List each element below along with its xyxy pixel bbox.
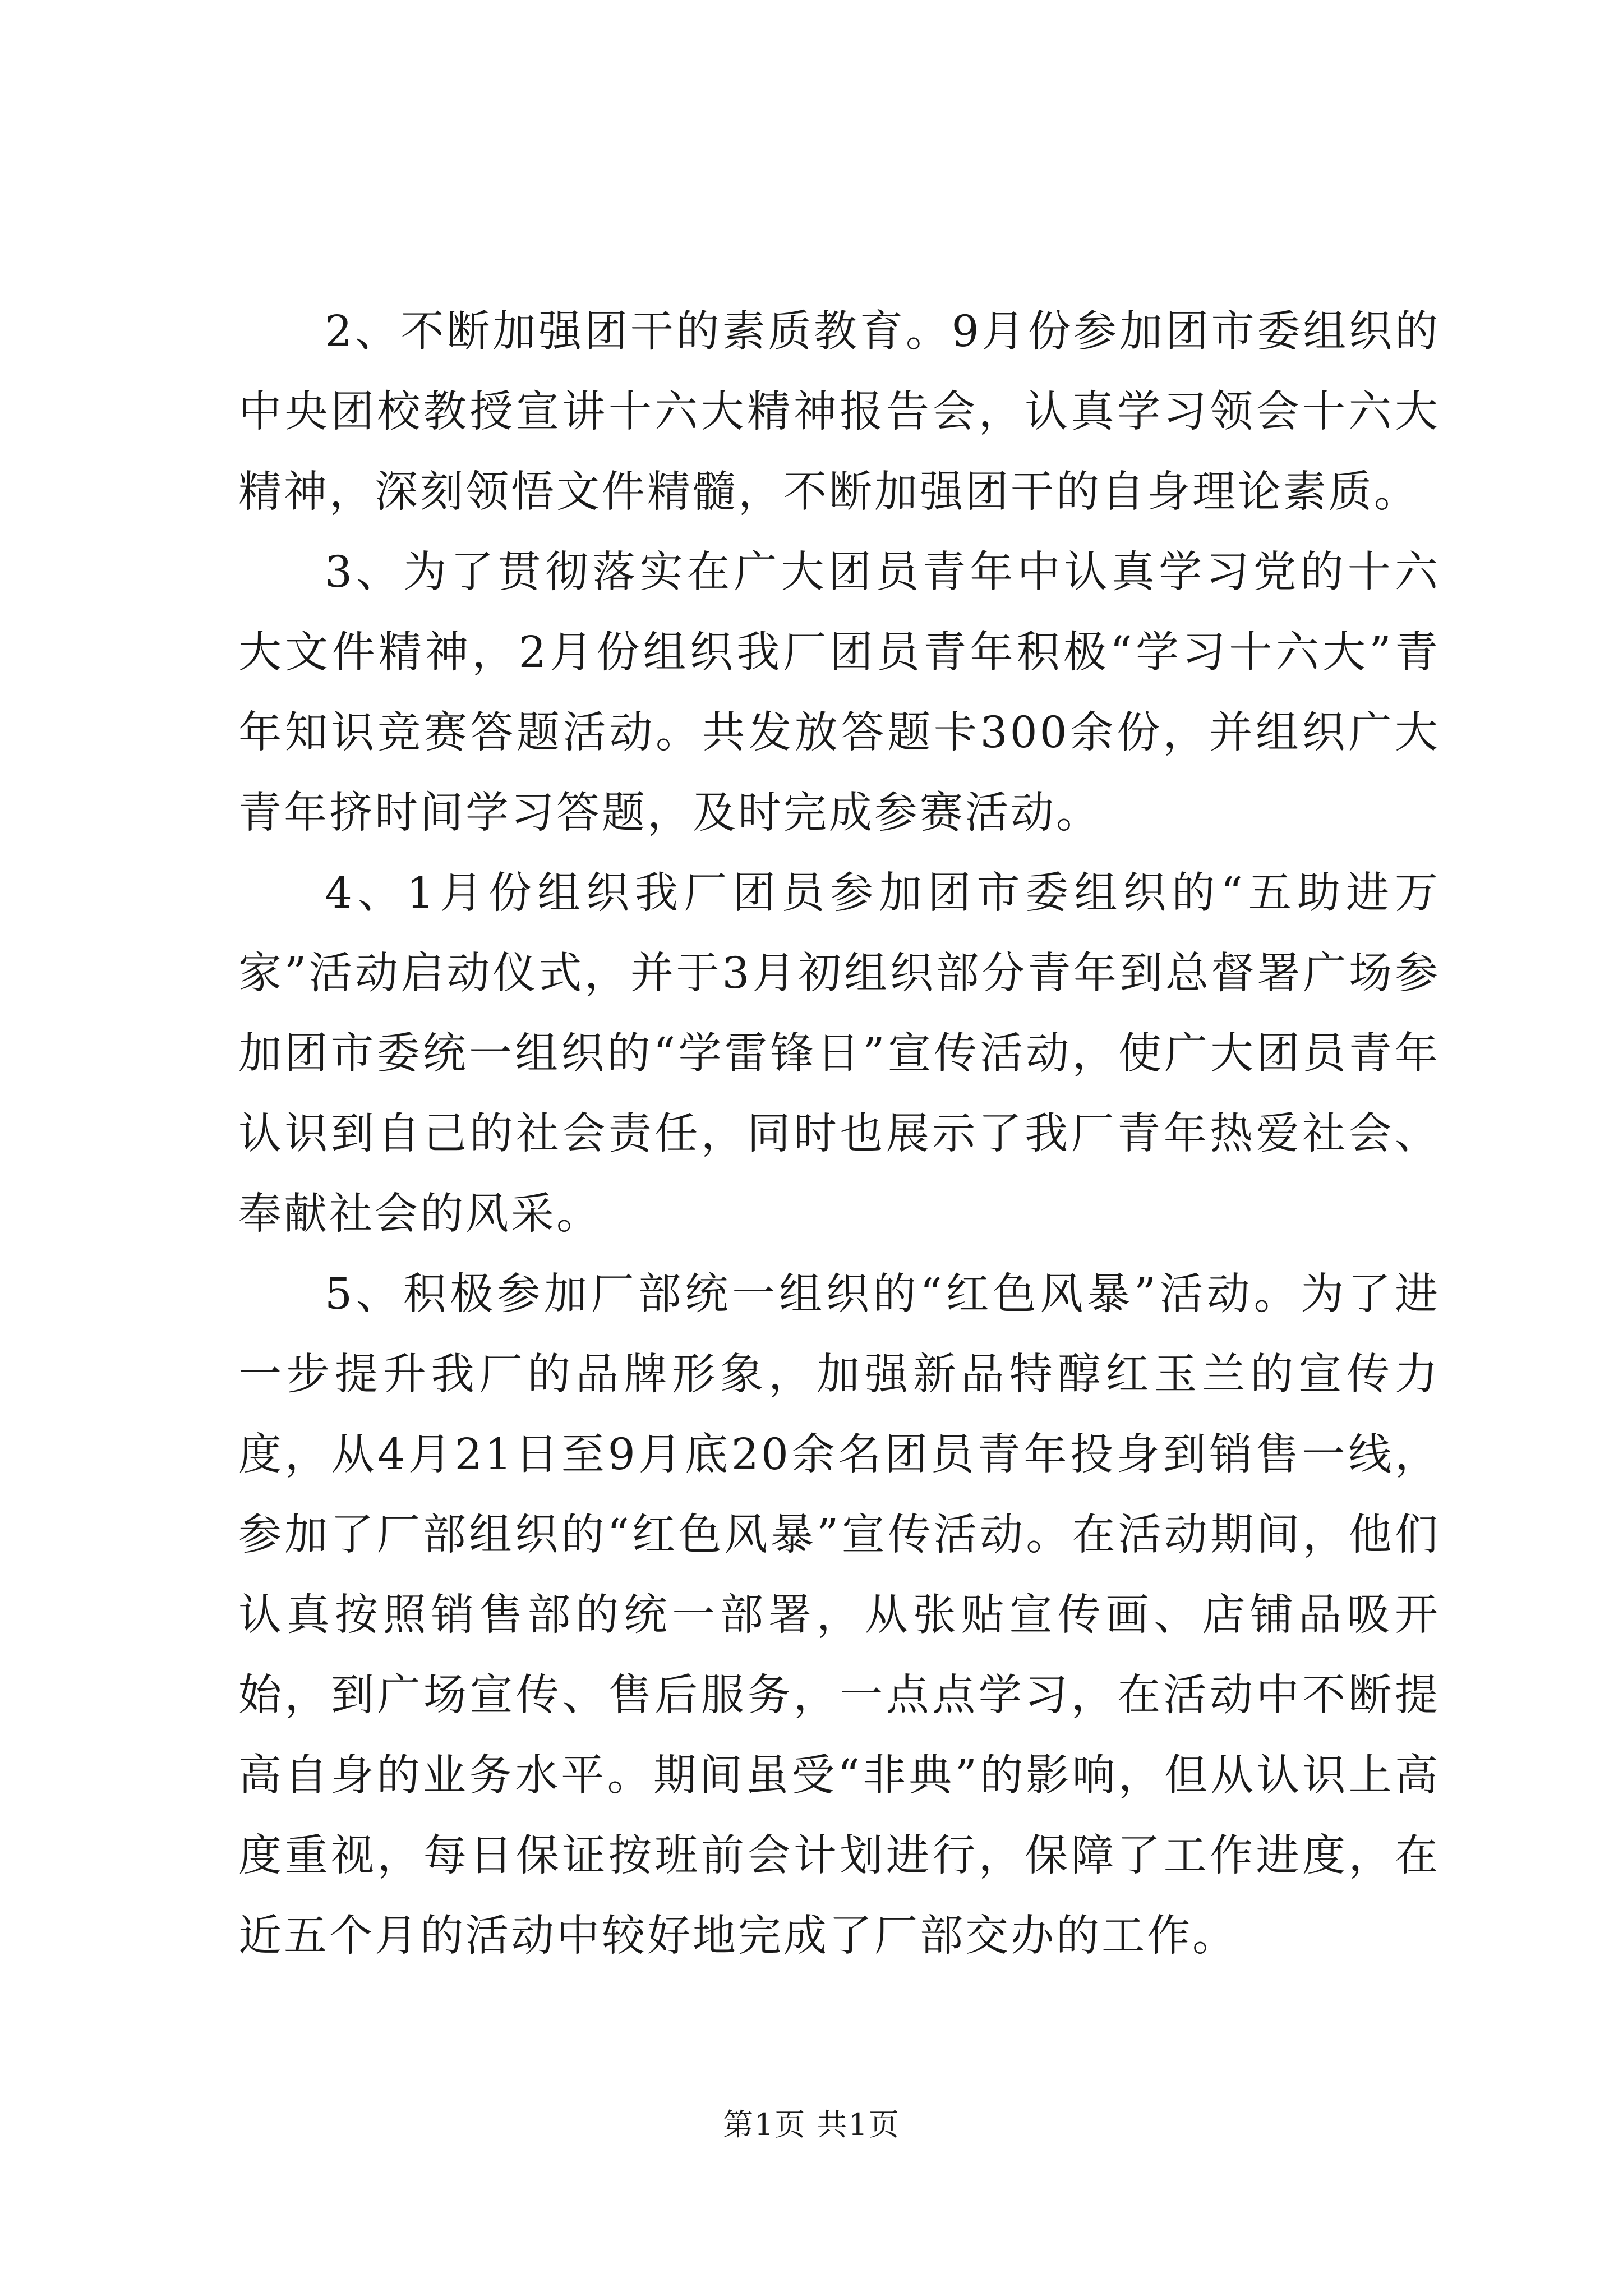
paragraph-item-4: 4、1月份组织我厂团员参加团市委组织的“五助进万家”活动启动仪式，并于3月初组织部分青年到总督署广场参加团市委统一组织的“学雷锋日”宣传活动，使广大团员青年认识到自己的社会责任，同时也展示了我厂青年热爱社会、奉献社会的风采。 <box>238 868 1440 1239</box>
paragraph-item-2: 2、不断加强团干的素质教育。9月份参加团市委组织的中央团校教授宣讲十六大精神报告会，认真学习领会十六大精神，深刻领悟文件精髓，不断加强团干的自身理论素质。 <box>238 307 1440 517</box>
paragraph-item-3: 3、为了贯彻落实在广大团员青年中认真学习党的十六大文件精神，2月份组织我厂团员青年积极“学习十六大”青年知识竞赛答题活动。共发放答题卡300余份，并组织广大青年挤时间学习答题，及时完成参赛活动。 <box>238 547 1440 838</box>
document-body <box>238 292 1440 1976</box>
page-number-footer: 第1页 共1页 <box>723 2107 900 2142</box>
paragraph-item-5: 5、积极参加厂部统一组织的“红色风暴”活动。为了进一步提升我厂的品牌形象，加强新品特醇红玉兰的宣传力度，从4月21日至9月底20余名团员青年投身到销售一线，参加了厂部组织的“红色风暴”宣传活动。在活动期间，他们认真按照销售部的统一部署，从张贴宣传画、店铺品吸开始，到广场宣传、售后服务，一点点学习，在活动中不断提高自身的业务水平。期间虽受“非典”的影响，但从认识上高度重视，每日保证按班前会计划进行，保障了工作进度，在近五个月的活动中较好地完成了厂部交办的工作。 <box>238 1269 1440 1961</box>
